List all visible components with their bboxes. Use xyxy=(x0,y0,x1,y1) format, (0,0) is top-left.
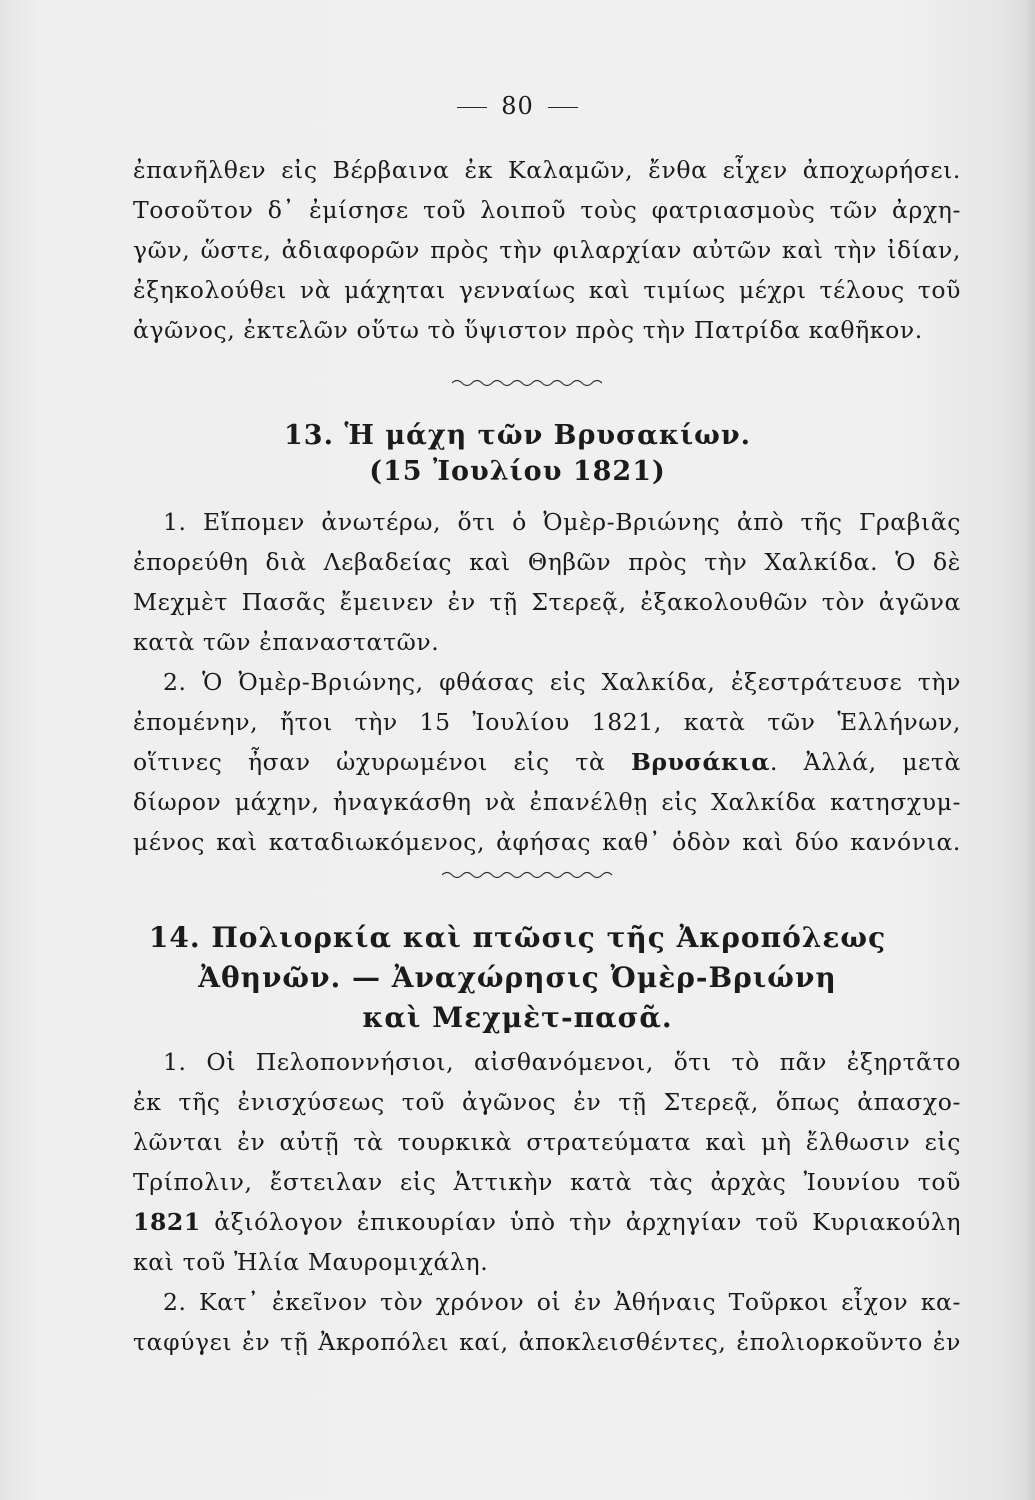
place-name-bold: Βρυσάκια xyxy=(630,748,771,776)
section-14-title-line: 14. Πολιορκία καὶ πτῶσις τῆς Ἀκροπόλεως xyxy=(148,921,887,954)
page-edge-shadow xyxy=(1021,0,1035,1500)
ornamental-divider xyxy=(442,868,617,882)
text-line: δίωρον μάχην, ἠναγκάσθη νὰ ἐπανέλθῃ εἰς Χαλκίδα κατησχυμ- xyxy=(133,788,961,816)
text-line: μένος καὶ καταδιωκόμενος, ἀφήσας καθ᾽ ὁδὸν καὶ δύο κανόνια. xyxy=(133,828,961,856)
text-line: ἐκ τῆς ἐνισχύσεως τοῦ ἀγῶνος ἐν τῇ Στερεᾷ, ὅπως ἀπασχο- xyxy=(133,1088,961,1116)
text-line: 1. Οἱ Πελοποννήσιοι, αἰσθανόμενοι, ὅτι τὸ πᾶν ἐξηρτᾶτο xyxy=(163,1048,961,1076)
text-line: ἐπορεύθη διὰ Λεβαδείας καὶ Θηβῶν πρὸς τὴν Χαλκίδα. Ὁ δὲ xyxy=(133,548,961,576)
text-line: κατὰ τῶν ἐπαναστατῶν. xyxy=(133,628,440,656)
text-span: . Ἀλλά, μετὰ xyxy=(770,748,961,776)
text-line: Τοσοῦτον δ᾽ ἐμίσησε τοῦ λοιποῦ τοὺς φατριασμοὺς τῶν ἀρχη- xyxy=(133,196,961,224)
text-line: Τρίπολιν, ἔστειλαν εἰς Ἀττικὴν κατὰ τὰς ἀρχὰς Ἰουνίου τοῦ xyxy=(133,1168,961,1196)
ornamental-divider xyxy=(452,376,602,390)
text-line xyxy=(133,1202,961,1242)
text-span: ἀξιόλογον ἐπικουρίαν ὑπὸ τὴν ἀρχηγίαν τοῦ Κυριακούλη xyxy=(200,1208,961,1236)
page-number xyxy=(0,92,1035,120)
section-14-title-line: Ἀθηνῶν. — Ἀναχώρησις Ὀμὲρ-Βριώνη xyxy=(198,961,837,994)
text-line: ἐπομένην, ἤτοι τὴν 15 Ἰουλίου 1821, κατὰ τῶν Ἑλλήνων, xyxy=(133,708,961,736)
text-line: ταφύγει ἐν τῇ Ἀκροπόλει καί, ἀποκλεισθέντες, ἐπολιορκοῦντο ἐν xyxy=(133,1328,961,1356)
text-line: Μεχμὲτ Πασᾶς ἔμεινεν ἐν τῇ Στερεᾷ, ἐξακολουθῶν τὸν ἀγῶνα xyxy=(133,588,961,616)
text-line: ἐπανῆλθεν εἰς Βέρβαινα ἐκ Καλαμῶν, ἔνθα εἶχεν ἀποχωρήσει. xyxy=(133,156,961,184)
text-line: 2. Κατ᾽ ἐκεῖνον τὸν χρόνον οἱ ἐν Ἀθήναις Τοῦρκοι εἶχον κα- xyxy=(163,1288,961,1316)
text-span: οἵτινες ἦσαν ὠχυρωμένοι εἰς τὰ xyxy=(133,748,631,776)
dash-left xyxy=(457,107,487,108)
page-number-value: 80 xyxy=(501,92,534,120)
section-14-title-line: καὶ Μεχμὲτ-πασᾶ. xyxy=(362,1001,673,1034)
text-line: 1. Εἴπομεν ἀνωτέρω, ὅτι ὁ Ὀμὲρ-Βριώνης ἀπὸ τῆς Γραβιᾶς xyxy=(163,508,961,536)
text-line xyxy=(133,742,961,782)
text-line: λῶνται ἐν αὐτῇ τὰ τουρκικὰ στρατεύματα καὶ μὴ ἔλθωσιν εἰς xyxy=(133,1128,961,1156)
year-bold: 1821 xyxy=(133,1208,201,1236)
text-line: ἐξηκολούθει νὰ μάχηται γενναίως καὶ τιμίως μέχρι τέλους τοῦ xyxy=(133,276,961,304)
text-line: καὶ τοῦ Ἠλία Μαυρομιχάλη. xyxy=(133,1248,489,1276)
dash-right xyxy=(548,107,578,108)
section-13-title: 13. Ἡ μάχη τῶν Βρυσακίων. xyxy=(284,420,751,451)
text-line: 2. Ὁ Ὀμὲρ-Βριώνης, φθάσας εἰς Χαλκίδα, ἐξεστράτευσε τὴν xyxy=(163,668,961,696)
text-line: γῶν, ὥστε, ἀδιαφορῶν πρὸς τὴν φιλαρχίαν αὐτῶν καὶ τὴν ἰδίαν, xyxy=(133,236,961,264)
section-13-date: (15 Ἰουλίου 1821) xyxy=(369,456,666,487)
text-line: ἀγῶνος, ἐκτελῶν οὕτω τὸ ὕψιστον πρὸς τὴν Πατρίδα καθῆκον. xyxy=(133,316,923,344)
